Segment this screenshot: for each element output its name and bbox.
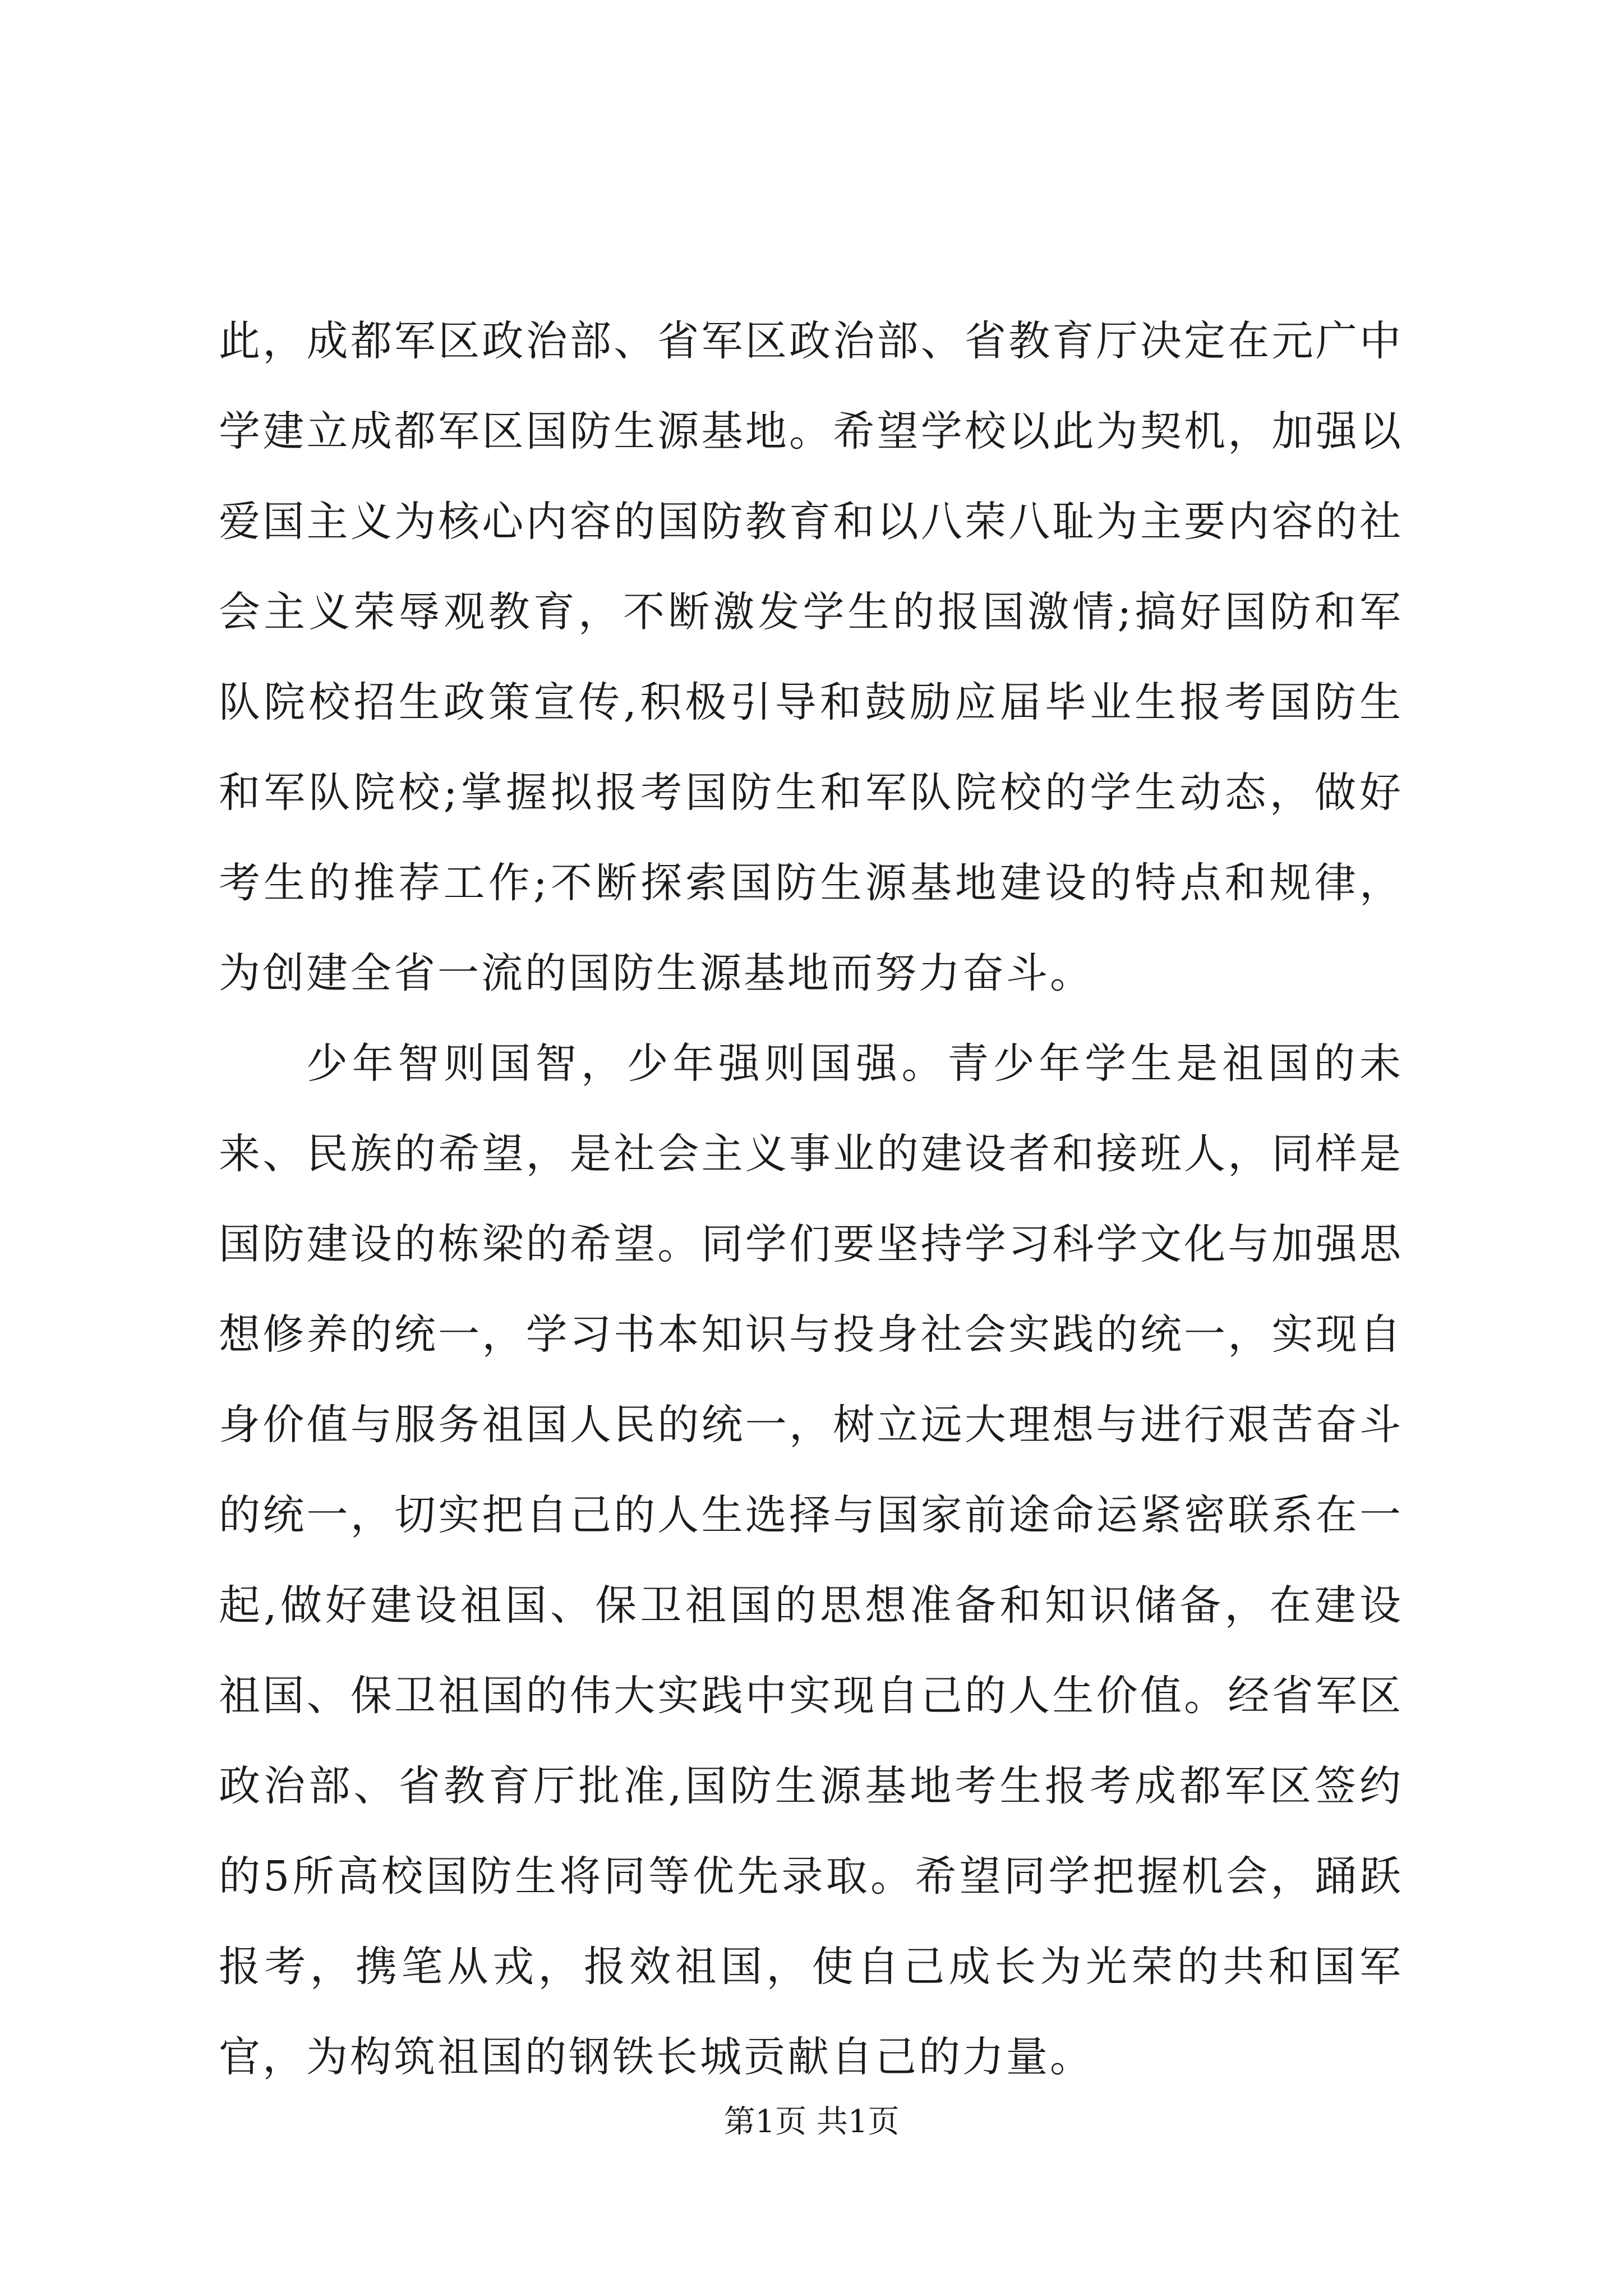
paragraph-2: 少年智则国智，少年强则国强。青少年学生是祖国的未来、民族的希望，是社会主义事业的建设者和接班人，同样是国防建设的栋梁的希望。同学们要坚持学习科学文化与加强思想修养的统一，学习书本知识与投身社会实践的统一，实现自身价值与服务祖国人民的统一，树立远大理想与进行艰苦奋斗的统一，切实把自己的人生选择与国家前途命运紧密联系在一起,做好建设祖国、保卫祖国的思想准备和知识储备，在建设祖国、保卫祖国的伟大实践中实现自己的人生价值。经省军区政治部、省教育厅批准,国防生源基地考生报考成都军区签约的5所高校国防生将同等优先录取。希望同学把握机会，踊跃报考，携笔从戎，报效祖国，使自己成长为光荣的共和国军官，为构筑祖国的钢铁长城贡献自己的力量。	[219, 1039, 1403, 2081]
page-number-footer: 第1页 共1页	[723, 2104, 900, 2140]
document-body	[219, 296, 1403, 2102]
paragraph-1: 此，成都军区政治部、省军区政治部、省教育厅决定在元广中学建立成都军区国防生源基地。希望学校以此为契机，加强以爱国主义为核心内容的国防教育和以八荣八耻为主要内容的社会主义荣辱观教育，不断激发学生的报国激情;搞好国防和军队院校招生政策宣传,积极引导和鼓励应届毕业生报考国防生和军队院校;掌握拟报考国防生和军队院校的学生动态，做好考生的推荐工作;不断探索国防生源基地建设的特点和规律，为创建全省一流的国防生源基地而努力奋斗。	[219, 317, 1403, 997]
